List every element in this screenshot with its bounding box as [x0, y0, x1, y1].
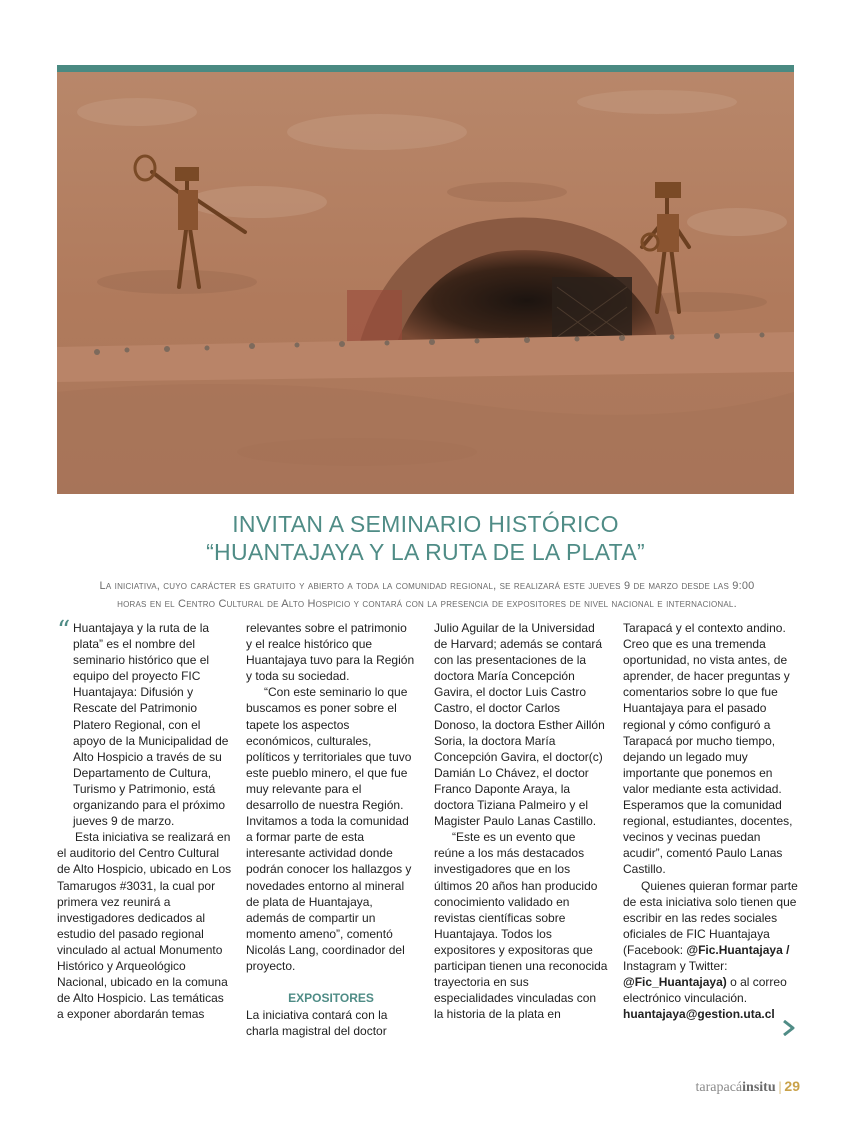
column-2	[246, 620, 416, 1039]
lead-line-1: La iniciativa, cuyo carácter es gratuito y abierto a toda la comunidad regional, se realizará este jueves 9 de marzo desde las 9:00	[99, 580, 755, 592]
brand-bold: insitu	[742, 1080, 776, 1095]
paragraph: “Este es un evento que reúne a los más destacados investigadores que en los últimos 20 años han producido conocimiento validado en revistas científicas sobre Huantajaya. Todos los expositores y expositoras que participan tienen una reconocida trayectoria en sus especialidades vinculadas con la historia de la plata en	[434, 830, 608, 1022]
hero-photo	[57, 72, 794, 494]
paragraph: La iniciativa contará con la charla magistral del doctor	[246, 1008, 388, 1039]
contact-text: o al correo electrónico vinculación.	[623, 975, 787, 1006]
twitter-handle[interactable]: @Fic_Huantajaya)	[623, 975, 727, 990]
article-lead	[60, 577, 794, 613]
page-number: 29	[784, 1078, 800, 1094]
page-footer	[640, 1078, 800, 1096]
title-line-1: INVITAN A SEMINARIO HISTÓRICO	[232, 511, 619, 537]
chevron-right-icon	[781, 1020, 795, 1036]
column-3	[434, 620, 608, 1022]
article-title	[57, 510, 794, 566]
lead-line-2: horas en el Centro Cultural de Alto Hospicio y contará con la presencia de expositores de nivel nacional e internacional.	[117, 598, 737, 610]
paragraph: Julio Aguilar de la Universidad de Harvard; además se contará con las presentaciones de la doctora María Concepción Gavira, el doctor Luis Castro Castro, el doctor Carlos Donoso, la doctora Esther Aillón Soria, la doctora María Concepción Gavira, el doctor(c) Damián Lo Chávez, el doctor Franco Daponte Araya, la doctora Tiziana Palmeiro y el Magister Paulo Lanas Castillo.	[434, 621, 605, 829]
paragraph: Huantajaya y la ruta de la plata” es el nombre del seminario histórico que el equipo del proyecto FIC Huantajaya: Difusión y Rescate del Patrimonio Platero Regional, con el apoyo de la Municipalidad de Alto Hospicio a través de su Departamento de Cultura, Turismo y Patrimonio, está organizando para el próximo jueves 9 de marzo.	[73, 621, 229, 829]
footer-separator: |	[778, 1080, 782, 1095]
contact-text: Quienes quieran formar parte de esta iniciativa solo tienen que escribir en las redes sociales oficiales de FIC Huantajaya (Facebook:	[623, 878, 798, 957]
email-link[interactable]: huantajaya@gestion.uta.cl	[623, 1007, 775, 1022]
column-1	[57, 616, 233, 1022]
brand-light: tarapacá	[695, 1080, 743, 1095]
title-line-2: “HUANTAJAYA Y LA RUTA DE LA PLATA”	[206, 539, 645, 565]
column-4	[623, 620, 799, 1022]
paragraph: Tarapacá y el contexto andino. Creo que es una tremenda oportunidad, no vista antes, de aprender, de hacer preguntas y comentarios sobre lo que fue Huantajaya para el pasado regional y cómo configuró a Tarapacá por mucho tiempo, dejando un legado muy importante que ponemos en valor mediante esta actividad. Esperamos que la comunidad regional, estudiantes, docentes, vecinos y vecinas puedan acudir”, comentó Paulo Lanas Castillo.	[623, 621, 793, 877]
magazine-brand	[696, 1080, 776, 1095]
paragraph-contact	[623, 878, 799, 1023]
top-accent-bar	[57, 65, 794, 72]
contact-text: Instagram y Twitter:	[623, 958, 728, 973]
paragraph: relevantes sobre el patrimonio y el realce histórico que Huantajaya tuvo para la Región y toda su sociedad.	[246, 621, 415, 684]
facebook-handle[interactable]: @Fic.Huantajaya /	[686, 942, 790, 957]
section-heading-expositores: EXPOSITORES	[288, 991, 374, 1006]
paragraph: Esta iniciativa se realizará en el auditorio del Centro Cultural de Alto Hospicio, ubicado en Los Tamarugos #3031, la cual por primera vez reunirá a investigadores dedicados al estudio del pasado regional vinculado al actual Monumento Histórico y Arqueológico Nacional, ubicado en la comuna de Alto Hospicio. Las temáticas a exponer abordarán temas	[57, 830, 232, 1022]
opening-quote-mark: “	[57, 616, 71, 646]
paragraph: “Con este seminario lo que buscamos es poner sobre el tapete los aspectos económicos, culturales, políticos y territoriales que tuvo este pueblo minero, el que fue muy relevante para el desarrollo de nuestra Región. Invitamos a toda la comunidad a formar parte de esta interesante actividad donde podrán conocer los hallazgos y novedades entorno al mineral de plata de Huantajaya, además de compartir un momento ameno”, comentó Nicolás Lang, coordinador del proyecto.	[246, 685, 412, 973]
